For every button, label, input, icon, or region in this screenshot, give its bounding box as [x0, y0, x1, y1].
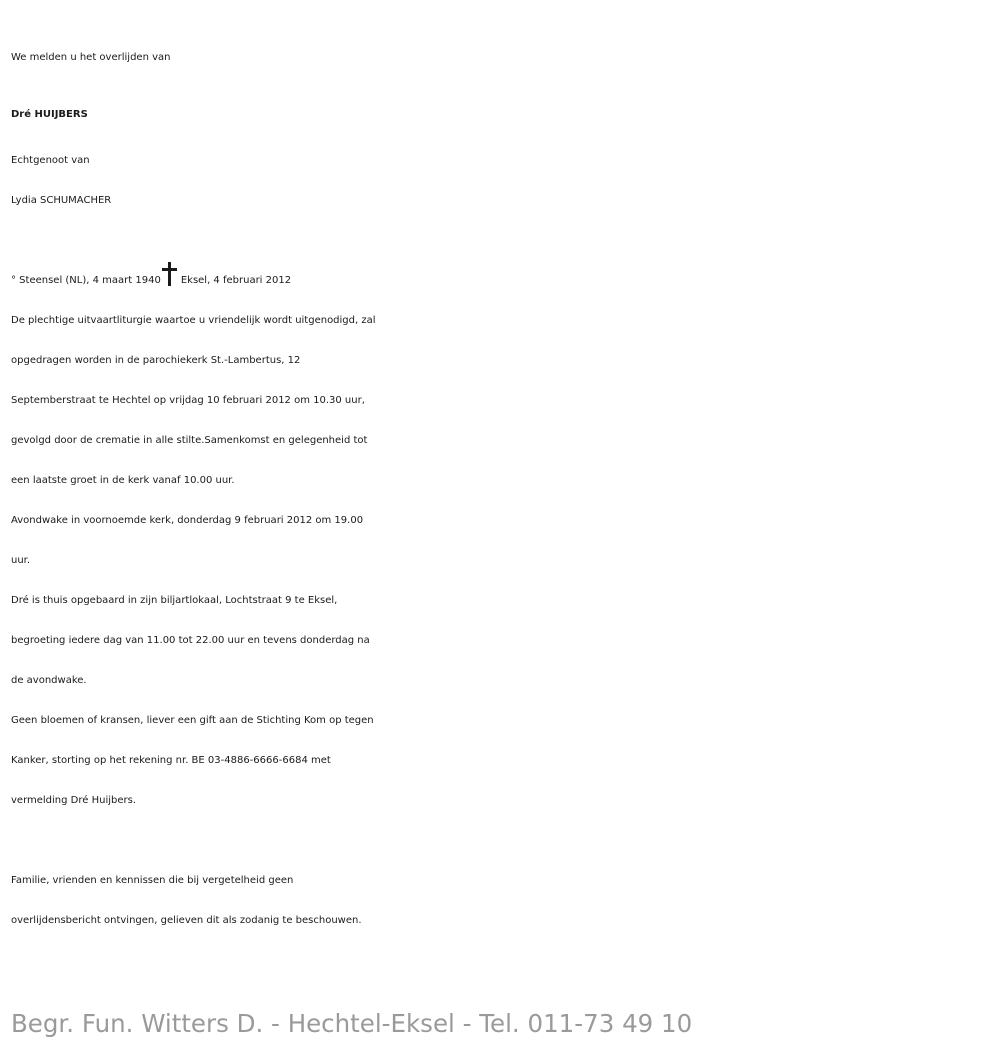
life-dates — [11, 261, 991, 301]
body-line: de avondwake. — [11, 675, 87, 686]
spacer — [11, 821, 991, 861]
body-line: Kanker, storting op het rekening nr. BE 03-4886-6666-6684 met — [11, 755, 331, 766]
body-line: Avondwake in voornoemde kerk, donderdag 9 februari 2012 om 19.00 — [11, 515, 364, 526]
body-line: gevolgd door de crematie in alle stilte.Samenkomst en gelegenheid tot — [11, 435, 368, 446]
closing-line: Familie, vrienden en kennissen die bij vergetelheid geen — [11, 875, 294, 886]
body-line: een laatste groet in de kerk vanaf 10.00 uur. — [11, 475, 235, 486]
spouse-name: Lydia SCHUMACHER — [11, 195, 112, 206]
funeral-home-footer: Begr. Fun. Witters D. - Hechtel-Eksel - Tel. 011-73 49 10 — [11, 1009, 693, 1038]
body-line: opgedragen worden in de parochiekerk St.-Lambertus, 12 — [11, 355, 301, 366]
death-info: Eksel, 4 februari 2012 — [180, 275, 292, 286]
spacer — [11, 221, 991, 261]
body-line: De plechtige uitvaartliturgie waartoe u vriendelijk wordt uitgenodigd, zal — [11, 315, 376, 326]
body-line: vermelding Dré Huijbers. — [11, 795, 137, 806]
closing-line: overlijdensbericht ontvingen, gelieven dit als zodanig te beschouwen. — [11, 915, 362, 926]
relation-text: Echtgenoot van — [11, 155, 90, 166]
body-line: uur. — [11, 555, 31, 566]
intro-text: We melden u het overlijden van — [11, 52, 171, 63]
birth-info: ° Steensel (NL), 4 maart 1940 — [11, 275, 161, 286]
deceased-name: Dré HUIJBERS — [11, 109, 88, 120]
obituary-notice — [11, 38, 991, 941]
body-line: Geen bloemen of kransen, liever een gift aan de Stichting Kom op tegen — [11, 715, 374, 726]
body-line: begroeting iedere dag van 11.00 tot 22.00 uur en tevens donderdag na — [11, 635, 370, 646]
cross-icon — [162, 262, 177, 286]
body-line: Dré is thuis opgebaard in zijn biljartlokaal, Lochtstraat 9 te Eksel, — [11, 595, 338, 606]
body-line: Septemberstraat te Hechtel op vrijdag 10 februari 2012 om 10.30 uur, — [11, 395, 365, 406]
